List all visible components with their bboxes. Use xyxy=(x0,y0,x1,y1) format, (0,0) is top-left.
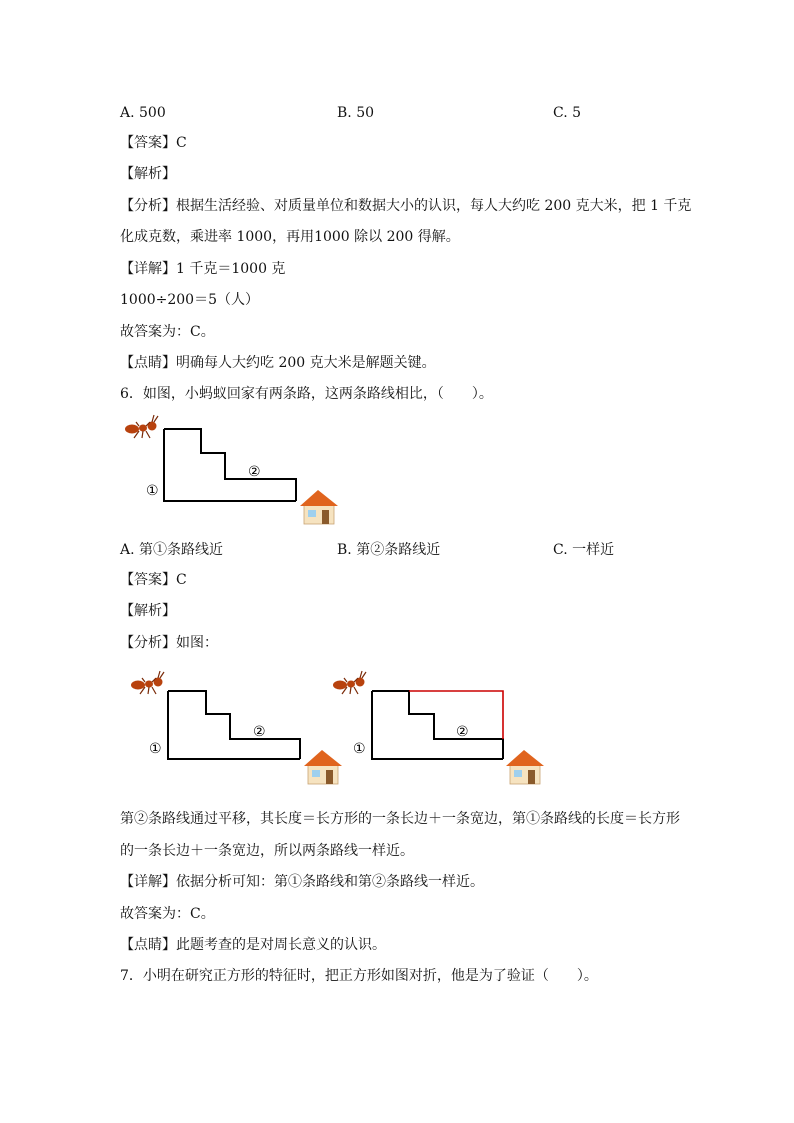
q6-explain-1: 第②条路线通过平移，其长度＝长方形的一条长边＋一条宽边，第①条路线的长度＝长方形 xyxy=(120,811,680,827)
house-icon xyxy=(506,750,544,784)
house-icon xyxy=(304,750,342,784)
q5-tip: 【点睛】明确每人大约吃 200 克大米是解题关键。 xyxy=(120,355,436,371)
q5-detail: 【详解】1 千克＝1000 克 xyxy=(120,261,286,277)
q5-fenxi-cont: 化成克数，乘进率 1000，再用1000 除以 200 得解。 xyxy=(120,229,460,245)
answer-tag: 【答案】 xyxy=(120,135,176,151)
q6-option-a: A. 第①条路线近 xyxy=(120,542,224,558)
q5-option-a: A. 500 xyxy=(120,105,166,121)
q7-question: 7．小明在研究正方形的特征时，把正方形如图对折，他是为了验证（ ）。 xyxy=(120,968,598,984)
q6-option-b: B. 第②条路线近 xyxy=(337,542,441,558)
route-1-label: ① xyxy=(353,741,366,757)
route-2-label: ② xyxy=(248,464,261,480)
q6-detail: 【详解】依据分析可知：第①条路线和第②条路线一样近。 xyxy=(120,874,484,890)
q5-conclusion: 故答案为：C。 xyxy=(120,324,215,340)
q6-fenxi: 【分析】如图： xyxy=(120,635,218,651)
route-1-label: ① xyxy=(146,483,159,499)
q6-option-c: C. 一样近 xyxy=(553,542,615,558)
route-1-label: ① xyxy=(149,741,162,757)
q6-explain-2: 的一条长边＋一条宽边，所以两条路线一样近。 xyxy=(120,843,414,859)
q6-tip: 【点睛】此题考查的是对周长意义的认识。 xyxy=(120,937,386,953)
q6-figure-routes xyxy=(118,412,348,527)
q5-option-b: B. 50 xyxy=(337,105,375,121)
q5-detail-calc: 1000÷200＝5（人） xyxy=(120,292,259,308)
q5-fenxi: 【分析】根据生活经验、对质量单位和数据大小的认识，每人大约吃 200 克大米，把 1 千克 xyxy=(120,198,692,214)
q5-option-c: C. 5 xyxy=(553,105,582,121)
house-icon xyxy=(300,490,338,524)
q5-answer: 【答案】C xyxy=(120,135,187,151)
ant-icon xyxy=(333,671,366,694)
q6-question: 6．如图，小蚂蚁回家有两条路，这两条路线相比，（ ）。 xyxy=(120,386,493,402)
route-2-label: ② xyxy=(253,724,266,740)
q6-answer: 【答案】C xyxy=(120,572,187,588)
q6-figure-analysis xyxy=(118,670,558,788)
q6-conclusion: 故答案为：C。 xyxy=(120,906,215,922)
q6-analysis-heading: 【解析】 xyxy=(120,603,176,619)
ant-icon xyxy=(125,415,158,438)
ant-icon xyxy=(131,671,164,694)
q5-analysis-heading: 【解析】 xyxy=(120,166,176,182)
route-2-label: ② xyxy=(456,724,469,740)
